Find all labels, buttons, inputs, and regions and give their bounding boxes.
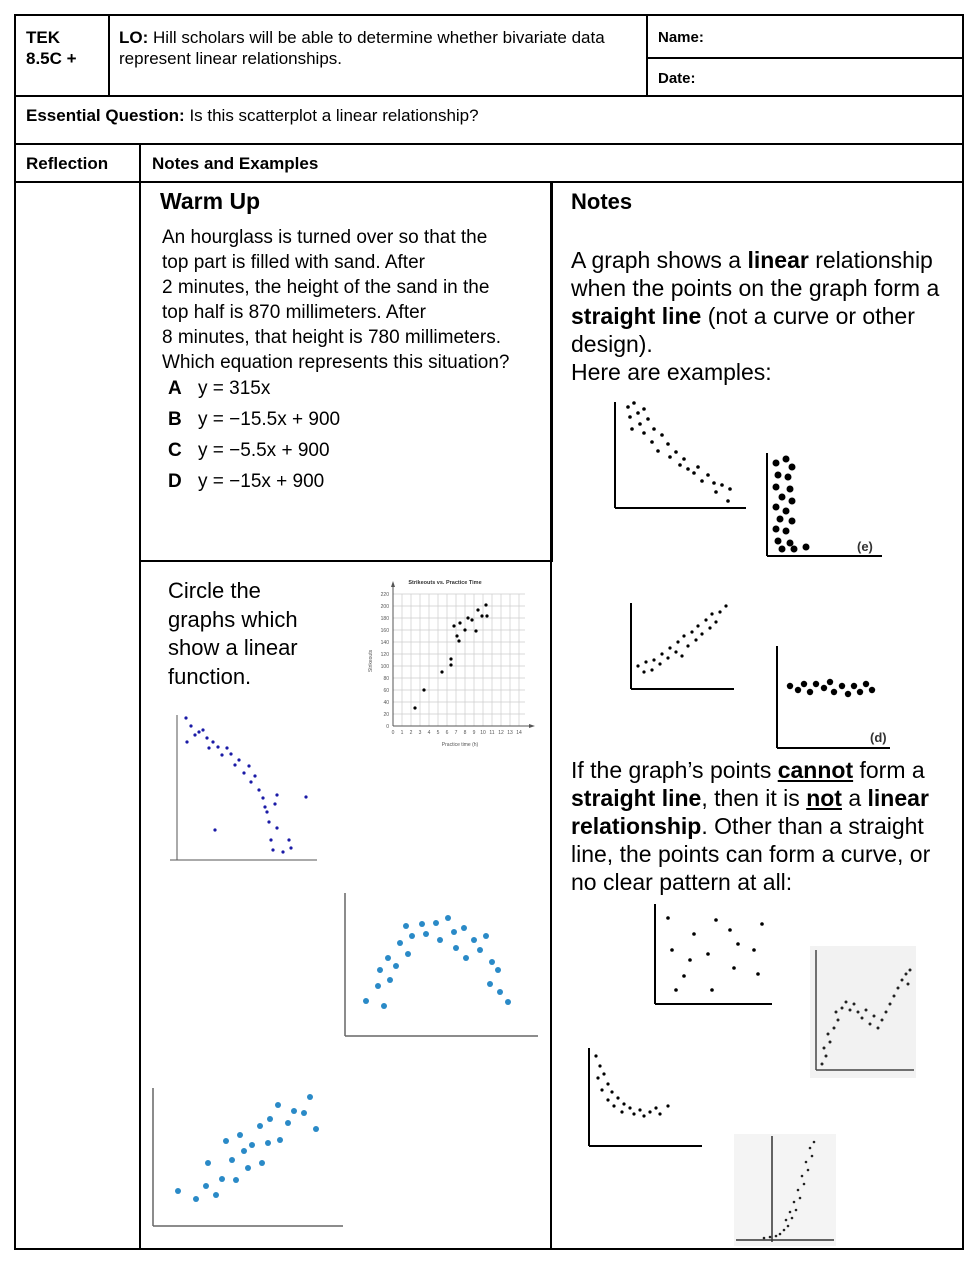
choice-letter: B bbox=[168, 408, 182, 430]
blue-arch-graph[interactable] bbox=[340, 888, 540, 1043]
notes-paragraph-1 bbox=[571, 246, 956, 386]
x-tick: 10 bbox=[480, 730, 486, 736]
notes-p1-linear: linear bbox=[747, 247, 809, 273]
notes-p2-text: , then it is bbox=[701, 785, 807, 811]
notes-p1-examples: Here are examples: bbox=[571, 359, 772, 385]
y-tick: 220 bbox=[380, 592, 389, 598]
circle-task-line: function. bbox=[168, 663, 252, 689]
tek-value: 8.5C + bbox=[26, 49, 77, 68]
name-date-divider bbox=[646, 57, 964, 59]
chart-xlabel: Practice time (h) bbox=[441, 742, 479, 748]
tek-label-text: TEK bbox=[26, 28, 60, 47]
problem-line: 2 minutes, the height of the sand in the bbox=[162, 277, 490, 298]
example-e-vertical[interactable] bbox=[762, 451, 884, 561]
notes-p1-text: A graph shows a bbox=[571, 247, 748, 273]
name-field-label[interactable]: Name: bbox=[658, 29, 704, 46]
x-tick: 2 bbox=[409, 730, 413, 736]
eq-divider bbox=[14, 143, 964, 145]
notes-p2-text: If the graph’s points bbox=[571, 757, 778, 783]
warmup-problem bbox=[162, 225, 542, 375]
x-tick: 14 bbox=[516, 730, 522, 736]
choice-b[interactable] bbox=[168, 404, 340, 435]
example-wavy-curve[interactable] bbox=[810, 946, 916, 1078]
circle-task-line: Circle the bbox=[168, 578, 261, 603]
circle-task-line: graphs which bbox=[168, 606, 298, 632]
notes-p2-not: not bbox=[806, 785, 842, 811]
notes-examples-header: Notes and Examples bbox=[152, 154, 319, 173]
choice-equation: y = −5.5x + 900 bbox=[198, 439, 330, 461]
name-col-divider bbox=[646, 14, 648, 96]
label-e: (e) bbox=[857, 539, 873, 554]
date-field-label[interactable]: Date: bbox=[658, 70, 696, 87]
x-tick: 1 bbox=[400, 730, 404, 736]
learning-objective bbox=[119, 27, 639, 69]
blue-curve-graph-small[interactable] bbox=[165, 710, 320, 870]
problem-line: Which equation represents this situation? bbox=[162, 352, 510, 373]
y-tick: 120 bbox=[380, 652, 389, 658]
notes-p2-text: form a bbox=[853, 757, 925, 783]
tek-divider bbox=[108, 14, 110, 96]
table-border-bottom bbox=[14, 1248, 964, 1250]
choice-letter: C bbox=[168, 439, 182, 461]
x-tick: 6 bbox=[445, 730, 449, 736]
problem-line: An hourglass is turned over so that the bbox=[162, 227, 488, 248]
y-tick: 180 bbox=[380, 616, 389, 622]
notes-p1-text: (not a curve or other design). bbox=[571, 303, 915, 357]
example-negative-linear[interactable] bbox=[610, 397, 750, 512]
table-border-right bbox=[962, 14, 964, 1250]
label-d: (d) bbox=[870, 730, 887, 745]
choice-equation: y = 315x bbox=[198, 377, 271, 399]
y-tick: 80 bbox=[383, 676, 389, 682]
notes-p2-cannot: cannot bbox=[777, 757, 854, 783]
y-tick: 40 bbox=[383, 700, 389, 706]
problem-line: top half is 870 millimeters. After bbox=[162, 302, 426, 323]
y-tick: 140 bbox=[380, 640, 389, 646]
eq-label: Essential Question: bbox=[26, 106, 185, 125]
chart-grid bbox=[393, 594, 525, 726]
x-tick: 7 bbox=[454, 730, 458, 736]
x-tick: 4 bbox=[427, 730, 431, 736]
y-tick: 100 bbox=[380, 664, 389, 670]
warmup-choices bbox=[168, 373, 340, 497]
header-divider bbox=[14, 95, 964, 97]
x-tick: 9 bbox=[472, 730, 476, 736]
x-tick: 8 bbox=[463, 730, 467, 736]
notes-p1-text: relationship when the points on the graph form a bbox=[571, 247, 940, 301]
chart-y-ticks bbox=[381, 592, 390, 730]
chart-ylabel: Strikeouts bbox=[368, 649, 374, 673]
blue-linear-graph[interactable] bbox=[148, 1083, 348, 1233]
lo-label: LO: bbox=[119, 28, 149, 47]
tek-label bbox=[26, 27, 77, 69]
notes-p1-straight: straight line bbox=[571, 303, 702, 329]
reflection-header: Reflection bbox=[26, 154, 109, 173]
lo-text: Hill scholars will be able to determine whether bivariate data represent linear relationships. bbox=[119, 28, 605, 68]
choice-letter: A bbox=[168, 377, 182, 399]
notes-p2-text: . Other than a straight line, the points can form a curve, or no clear pattern at all: bbox=[571, 813, 931, 895]
chart-title: Strikeouts vs. Practice Time bbox=[408, 580, 482, 586]
chart-points bbox=[413, 603, 488, 709]
x-tick: 0 bbox=[391, 730, 395, 736]
table-border-left bbox=[14, 14, 16, 1250]
notes-p2-straight: straight line bbox=[571, 785, 702, 811]
x-tick: 3 bbox=[418, 730, 422, 736]
y-tick: 0 bbox=[386, 724, 389, 730]
y-tick: 20 bbox=[383, 712, 389, 718]
circle-task-line: show a linear bbox=[168, 635, 298, 660]
choice-a[interactable] bbox=[168, 373, 340, 404]
notes-paragraph-2 bbox=[571, 756, 956, 896]
eq-text: Is this scatterplot a linear relationship? bbox=[189, 106, 479, 125]
example-no-pattern[interactable] bbox=[650, 902, 775, 1007]
choice-equation: y = −15.5x + 900 bbox=[198, 408, 341, 430]
x-tick: 13 bbox=[507, 730, 513, 736]
notes-p2-text: a bbox=[841, 785, 868, 811]
example-exponential-curve[interactable] bbox=[734, 1134, 836, 1246]
example-d-horizontal[interactable] bbox=[772, 644, 892, 752]
example-decreasing-curve[interactable] bbox=[584, 1046, 704, 1150]
choice-d[interactable] bbox=[168, 466, 340, 497]
x-tick: 12 bbox=[498, 730, 504, 736]
essential-question bbox=[26, 105, 479, 126]
chart-x-ticks bbox=[392, 730, 522, 736]
x-arrow-icon bbox=[529, 724, 535, 728]
x-tick: 5 bbox=[436, 730, 440, 736]
notes-title: Notes bbox=[571, 189, 633, 214]
problem-line: top part is filled with sand. After bbox=[162, 252, 425, 273]
problem-line: 8 minutes, that height is 780 millimeters. bbox=[162, 327, 501, 348]
table-border-top bbox=[14, 14, 964, 16]
example-positive-linear[interactable] bbox=[626, 600, 736, 692]
choice-c[interactable] bbox=[168, 435, 340, 466]
y-tick: 160 bbox=[380, 628, 389, 634]
strikeouts-chart[interactable] bbox=[360, 576, 540, 762]
choice-equation: y = −15x + 900 bbox=[198, 470, 325, 492]
x-tick: 11 bbox=[489, 730, 495, 736]
notes-p2-linear: linear relationship bbox=[571, 785, 929, 839]
y-arrow-icon bbox=[391, 581, 395, 587]
choice-letter: D bbox=[168, 470, 182, 492]
circle-task bbox=[168, 577, 298, 691]
y-tick: 60 bbox=[383, 688, 389, 694]
warmup-title: Warm Up bbox=[160, 188, 261, 214]
y-tick: 200 bbox=[380, 604, 389, 610]
